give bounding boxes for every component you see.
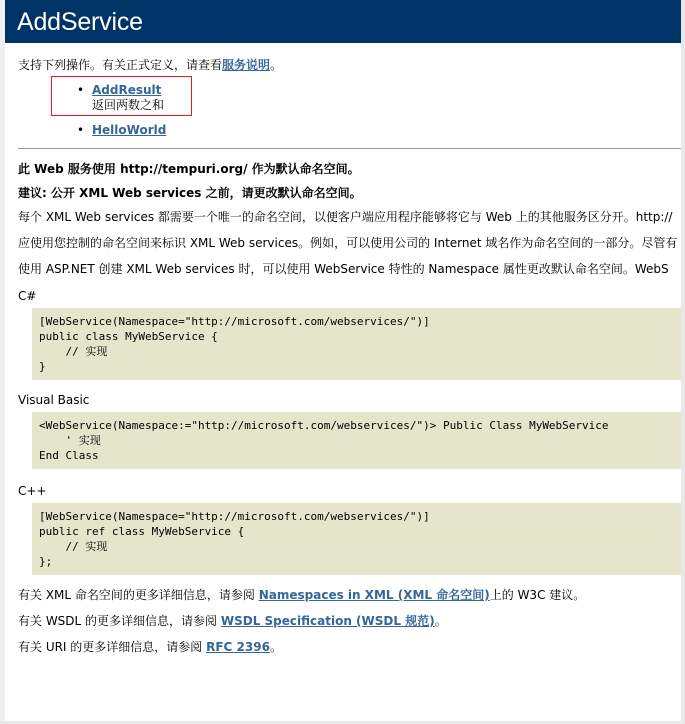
- reference-suffix: 。: [269, 640, 282, 654]
- namespace-paragraph-1: 每个 XML Web services 都需要一个唯一的命名空间，以便客户端应用程序能够将它与 Web 上的其他服务区分开。http://: [18, 210, 673, 224]
- namespace-paragraph-3: 使用 ASP.NET 创建 XML Web services 时，可以使用 WebService 特性的 Namespace 属性更改默认命名空间。WebS: [18, 262, 669, 276]
- section-divider: [18, 148, 681, 149]
- operation-link-helloworld[interactable]: HelloWorld: [92, 123, 167, 137]
- code-block-csharp: [32, 308, 681, 380]
- example-language-vb: Visual Basic: [18, 393, 90, 407]
- bullet-icon: •: [77, 83, 85, 97]
- reference-uri: [18, 639, 282, 655]
- operation-description-addresult: 返回两数之和: [92, 98, 165, 112]
- service-description-link[interactable]: 服务说明: [222, 58, 271, 72]
- reference-suffix: 上的 W3C 建议。: [489, 588, 586, 602]
- bullet-icon: •: [77, 123, 85, 137]
- namespace-notice-heading: 此 Web 服务使用 http://tempuri.org/ 作为默认命名空间。: [18, 162, 360, 176]
- code-text-vb: <WebService(Namespace:="http://microsoft.com/webservices/")> Public Class MyWebService ' 实现 End Class: [39, 419, 609, 462]
- example-language-csharp: C#: [18, 289, 37, 303]
- intro-text: [18, 57, 282, 73]
- namespace-paragraph-2: 应使用您控制的命名空间来标识 XML Web services。例如，可以使用公司的 Internet 域名作为命名空间的一部分。尽管有: [18, 236, 678, 250]
- reference-xml-namespaces: [18, 587, 585, 603]
- reference-prefix: 有关 WSDL 的更多详细信息，请参阅: [18, 614, 221, 628]
- code-text-cpp: [WebService(Namespace="http://microsoft.com/webservices/")] public ref class MyWebService { // 实现 };: [39, 510, 430, 568]
- rfc-2396-link[interactable]: RFC 2396: [206, 640, 270, 654]
- intro-suffix: 。: [270, 58, 283, 72]
- window-frame-left: [0, 0, 5, 724]
- reference-suffix: 。: [434, 614, 447, 628]
- intro-prefix: 支持下列操作。有关正式定义，请查看: [18, 58, 223, 72]
- page-heading-bar: [5, 0, 681, 43]
- reference-prefix: 有关 URI 的更多详细信息，请参阅: [18, 640, 207, 654]
- example-language-cpp: C++: [18, 484, 47, 498]
- code-text-csharp: [WebService(Namespace="http://microsoft.com/webservices/")] public class MyWebService { // 实现 }: [39, 315, 430, 373]
- namespace-recommendation: 建议: 公开 XML Web services 之前，请更改默认命名空间。: [18, 186, 362, 200]
- reference-prefix: 有关 XML 命名空间的更多详细信息，请参阅: [18, 588, 259, 602]
- window-frame-right: [681, 0, 685, 724]
- wsdl-specification-link[interactable]: WSDL Specification (WSDL 规范): [220, 614, 435, 628]
- namespaces-in-xml-link[interactable]: Namespaces in XML (XML 命名空间): [258, 588, 490, 602]
- code-block-vb: [32, 412, 681, 469]
- code-block-cpp: [32, 503, 681, 575]
- reference-wsdl: [18, 613, 447, 629]
- operation-link-addresult[interactable]: AddResult: [92, 83, 162, 97]
- page-title: AddService: [17, 8, 143, 36]
